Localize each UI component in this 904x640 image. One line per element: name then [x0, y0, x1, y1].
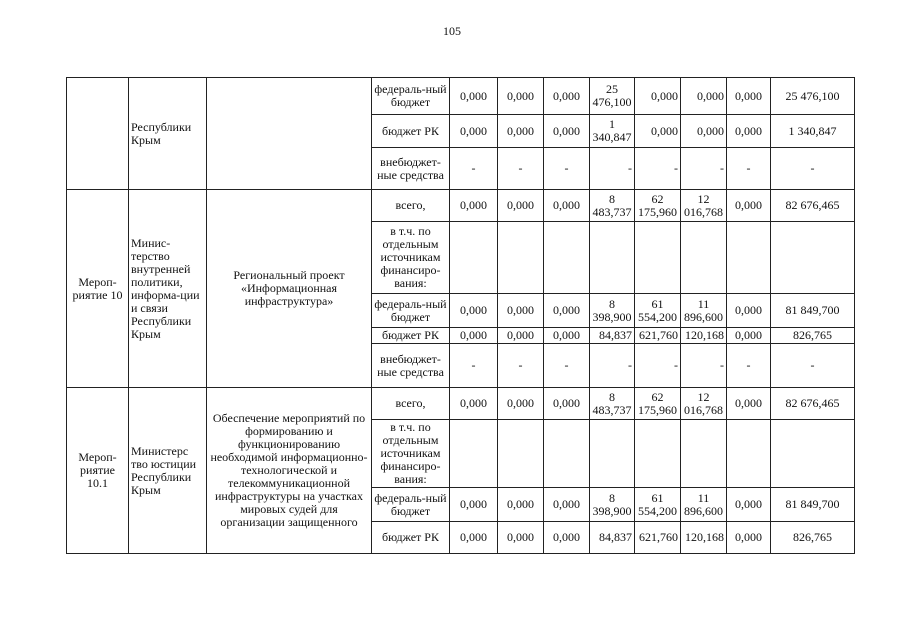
funding-source-cell: федераль-ный бюджет [372, 488, 450, 522]
funding-source-cell: в т.ч. по отдельным источникам финансиро-вания: [372, 420, 450, 488]
year-value-cell: 0,000 [450, 388, 498, 420]
year-value-cell: 0,000 [450, 78, 498, 115]
year-value-cell [544, 420, 590, 488]
year-value-cell: 84,837 [590, 328, 635, 344]
year-value-cell: 0,000 [450, 190, 498, 222]
funding-source-cell: федераль-ный бюджет [372, 78, 450, 115]
funding-source-cell: в т.ч. по отдельным источникам финансиро-вания: [372, 222, 450, 294]
year-value-cell: 0,000 [450, 328, 498, 344]
year-value-cell: 0,000 [498, 328, 544, 344]
total-value-cell: 826,765 [771, 522, 855, 554]
year-value-cell: 0,000 [635, 115, 681, 148]
year-value-cell: 62 175,960 [635, 190, 681, 222]
year-value-cell: 621,760 [635, 522, 681, 554]
year-value-cell: 61 554,200 [635, 488, 681, 522]
year-value-cell: - [635, 148, 681, 190]
year-value-cell: - [544, 148, 590, 190]
year-value-cell: 0,000 [544, 115, 590, 148]
year-value-cell: 25 476,100 [590, 78, 635, 115]
year-value-cell: - [727, 344, 771, 388]
year-value-cell: 0,000 [544, 388, 590, 420]
total-value-cell: 25 476,100 [771, 78, 855, 115]
year-value-cell: 120,168 [681, 522, 727, 554]
event-cell: Мероп-риятие 10 [67, 190, 129, 388]
year-value-cell: 12 016,768 [681, 388, 727, 420]
year-value-cell: - [450, 344, 498, 388]
funding-source-cell: всего, [372, 388, 450, 420]
table-row [67, 388, 855, 420]
year-value-cell: - [635, 344, 681, 388]
year-value-cell: 12 016,768 [681, 190, 727, 222]
year-value-cell: - [544, 344, 590, 388]
year-value-cell: 0,000 [498, 488, 544, 522]
project-name-cell [207, 78, 372, 190]
year-value-cell: 0,000 [450, 115, 498, 148]
year-value-cell: 0,000 [498, 294, 544, 328]
year-value-cell: 84,837 [590, 522, 635, 554]
total-value-cell [771, 222, 855, 294]
year-value-cell: 0,000 [498, 388, 544, 420]
total-value-cell [771, 420, 855, 488]
year-value-cell: 0,000 [450, 488, 498, 522]
year-value-cell [635, 420, 681, 488]
year-value-cell: 0,000 [498, 115, 544, 148]
year-value-cell: 11 896,600 [681, 294, 727, 328]
year-value-cell: 62 175,960 [635, 388, 681, 420]
year-value-cell: 0,000 [727, 488, 771, 522]
funding-source-cell: бюджет РК [372, 522, 450, 554]
year-value-cell: - [727, 148, 771, 190]
funding-source-cell: федераль-ный бюджет [372, 294, 450, 328]
year-value-cell [635, 222, 681, 294]
year-value-cell: 0,000 [727, 115, 771, 148]
year-value-cell: - [590, 148, 635, 190]
year-value-cell: 0,000 [727, 294, 771, 328]
year-value-cell: 0,000 [498, 190, 544, 222]
year-value-cell: 8 483,737 [590, 388, 635, 420]
funding-source-cell: внебюджет-ные средства [372, 148, 450, 190]
year-value-cell: - [590, 344, 635, 388]
executor-cell: Минис-терство внутренней политики, информа-ции и связи Республики Крым [129, 190, 207, 388]
year-value-cell: 0,000 [544, 294, 590, 328]
year-value-cell: 0,000 [727, 388, 771, 420]
page-number: 105 [443, 24, 461, 38]
year-value-cell: 0,000 [544, 190, 590, 222]
executor-cell: Министерс тво юстиции Республики Крым [129, 388, 207, 554]
year-value-cell [450, 420, 498, 488]
year-value-cell: 0,000 [544, 78, 590, 115]
total-value-cell: - [771, 148, 855, 190]
event-cell [67, 78, 129, 190]
executor-cell: Республики Крым [129, 78, 207, 190]
year-value-cell: 0,000 [727, 328, 771, 344]
year-value-cell: 0,000 [544, 522, 590, 554]
year-value-cell: 0,000 [727, 190, 771, 222]
year-value-cell: 0,000 [727, 522, 771, 554]
total-value-cell: 81 849,700 [771, 488, 855, 522]
year-value-cell: - [498, 344, 544, 388]
year-value-cell: 1 340,847 [590, 115, 635, 148]
year-value-cell: 0,000 [498, 522, 544, 554]
year-value-cell [590, 420, 635, 488]
funding-source-cell: бюджет РК [372, 115, 450, 148]
table-row [67, 78, 855, 115]
budget-table [66, 77, 855, 554]
year-value-cell: 0,000 [544, 328, 590, 344]
event-cell: Мероп-риятие 10.1 [67, 388, 129, 554]
year-value-cell [681, 222, 727, 294]
year-value-cell: - [498, 148, 544, 190]
year-value-cell: 8 398,900 [590, 294, 635, 328]
year-value-cell: 0,000 [727, 78, 771, 115]
year-value-cell: - [681, 344, 727, 388]
year-value-cell [544, 222, 590, 294]
year-value-cell: - [450, 148, 498, 190]
project-name-cell: Региональный проект «Информационная инфраструктура» [207, 190, 372, 388]
total-value-cell: 826,765 [771, 328, 855, 344]
year-value-cell: 120,168 [681, 328, 727, 344]
year-value-cell: 8 398,900 [590, 488, 635, 522]
project-name-cell: Обеспечение мероприятий по формированию и функционированию необходимой информационно-технологической и телекоммуникационной инфраструктуры на участках мировых судей для организации защищенного [207, 388, 372, 554]
table-row [67, 190, 855, 222]
year-value-cell [450, 222, 498, 294]
funding-source-cell: бюджет РК [372, 328, 450, 344]
budget-table-body [67, 78, 855, 554]
year-value-cell: 0,000 [681, 78, 727, 115]
funding-source-cell: всего, [372, 190, 450, 222]
year-value-cell [498, 222, 544, 294]
year-value-cell: 0,000 [450, 522, 498, 554]
year-value-cell: 0,000 [450, 294, 498, 328]
year-value-cell [681, 420, 727, 488]
year-value-cell: 621,760 [635, 328, 681, 344]
year-value-cell [590, 222, 635, 294]
year-value-cell: - [681, 148, 727, 190]
year-value-cell: 11 896,600 [681, 488, 727, 522]
total-value-cell: 81 849,700 [771, 294, 855, 328]
year-value-cell [727, 420, 771, 488]
total-value-cell: 82 676,465 [771, 388, 855, 420]
year-value-cell: 0,000 [635, 78, 681, 115]
year-value-cell [498, 420, 544, 488]
year-value-cell: 8 483,737 [590, 190, 635, 222]
year-value-cell [727, 222, 771, 294]
year-value-cell: 61 554,200 [635, 294, 681, 328]
year-value-cell: 0,000 [681, 115, 727, 148]
funding-source-cell: внебюджет-ные средства [372, 344, 450, 388]
total-value-cell: 82 676,465 [771, 190, 855, 222]
year-value-cell: 0,000 [544, 488, 590, 522]
total-value-cell: - [771, 344, 855, 388]
total-value-cell: 1 340,847 [771, 115, 855, 148]
year-value-cell: 0,000 [498, 78, 544, 115]
